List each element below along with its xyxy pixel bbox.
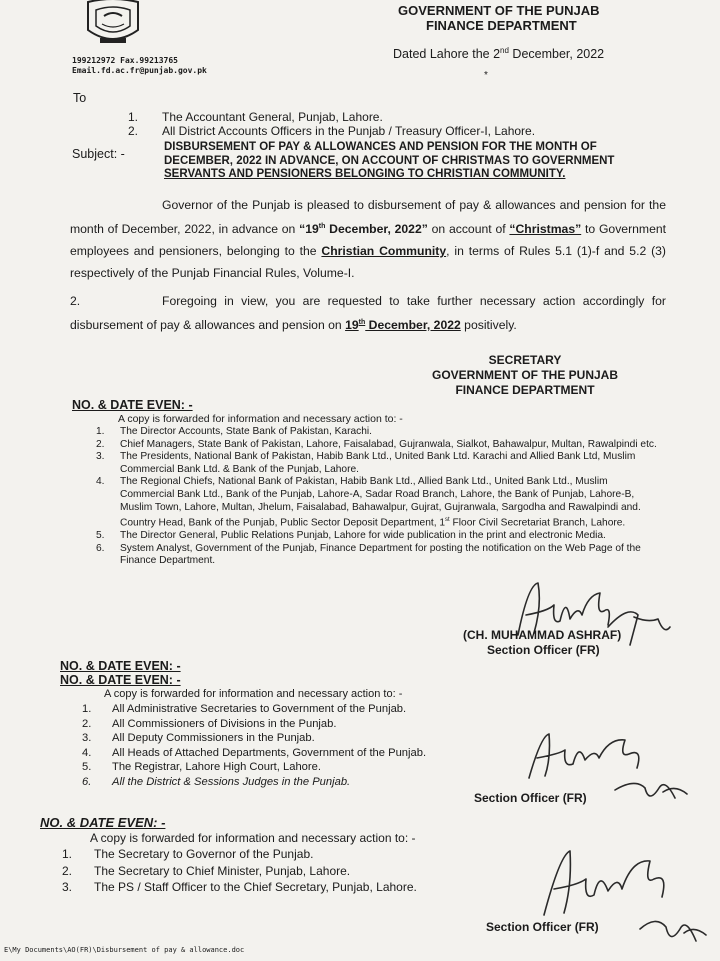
endorsement-2-list <box>82 702 482 790</box>
signer-title-1: Section Officer (FR) <box>487 643 600 657</box>
list-item: 2. The Secretary to Chief Minister, Punjab, Lahore. <box>62 863 351 878</box>
letter-date: Dated Lahore the 2nd December, 2022 <box>393 46 605 62</box>
endorsement-3-heading: NO. & DATE EVEN: - <box>40 815 166 830</box>
endorsement-1-intro: A copy is forwarded for information and necessary action to: - <box>118 413 403 425</box>
email-address: Email.fd.ac.fr@punjab.gov.pk <box>72 66 207 75</box>
endorsement-3-intro: A copy is forwarded for information and necessary action to: - <box>90 831 416 845</box>
list-item: 3. All Deputy Commissioners in the Punjab. <box>82 732 315 745</box>
list-item: 6. All the District & Sessions Judges in the Punjab. <box>82 775 351 788</box>
list-item: 3. The Presidents, National Bank of Pakistan, Habib Bank Ltd., United Bank Ltd. Karachi and Allied Bank Ltd, Muslim Commercial Bank Ltd. & Bank of the Punjab, Lahore. <box>96 451 636 475</box>
endorsement-1-heading: NO. & DATE EVEN: - <box>72 398 193 412</box>
addressee-1: 1. The Accountant General, Punjab, Lahore. <box>128 110 383 124</box>
list-item: 1. The Director Accounts, State Bank of Pakistan, Karachi. <box>96 426 372 437</box>
secretary-signature-block: SECRETARY GOVERNMENT OF THE PUNJAB FINANCE DEPARTMENT <box>431 353 618 397</box>
list-item: 5. The Registrar, Lahore High Court, Lahore. <box>82 761 321 774</box>
body-paragraph-2: 2. Foregoing in view, you are requested to take further necessary action accordingly for disbursement of pay & allowances and pension on 19th December, 2022 positively. <box>70 294 666 333</box>
endorsement-2-heading-a: NO. & DATE EVEN: - <box>60 659 181 673</box>
body-paragraph-1: Governor of the Punjab is pleased to disbursement of pay & allowances and pension for the month of December, 2022, in advance on “19th December, 2022” on account of “Christmas” to Government employees and pensioners, belonging to the Christian Community, in terms of Rules 5.1 (1)-f and 5.2 (3) respectively of the Punjab Financial Rules, Volume-I. <box>70 198 667 281</box>
list-item: 2. All Commissioners of Divisions in the Punjab. <box>82 717 337 730</box>
list-item: 4. The Regional Chiefs, National Bank of Pakistan, Habib Bank Ltd., Allied Bank Ltd., United Bank Ltd., Muslim Commercial Bank Ltd., Bank of the Punjab, Lahore-A, Sadar Road Branch, Lahore, the Bank of Punjab, Lahore-B, Muslim Town, Lahore, Multan, Jhelum, Faisalabad, Bahawalpur, Gujrat, Gujranwala, Sargodha and Rawalpindi and. Country Head, Bank of the Punjab, Public Sector Deposit Department, 1st Floor Civil Secretariat Branch, Lahore. <box>96 476 641 529</box>
list-item: 4. All Heads of Attached Departments, Government of the Punjab. <box>82 746 427 759</box>
list-item: 1. All Administrative Secretaries to Government of the Punjab. <box>82 703 407 715</box>
to-label: To <box>73 91 87 105</box>
signature-3 <box>530 845 710 955</box>
signer-name: (CH. MUHAMMAD ASHRAF) <box>463 628 622 642</box>
list-item: 5. The Director General, Public Relations Punjab, Lahore for wide publication in the print and electronic Media. <box>96 530 606 542</box>
subject-label: Subject: - <box>72 147 125 161</box>
endorsement-3-list <box>62 846 482 896</box>
list-item: 6. System Analyst, Government of the Punjab, Finance Department for posting the notification on the Web Page of the Finance Department. <box>96 542 641 567</box>
department-title: FINANCE DEPARTMENT <box>426 18 577 33</box>
asterisk-mark: * <box>484 70 488 81</box>
addressee-2: 2. All District Accounts Officers in the Punjab / Treasury Officer-I, Lahore. <box>128 124 536 138</box>
signer-title-2: Section Officer (FR) <box>474 791 587 805</box>
file-path-footer: E\My Documents\AO(FR)\Disbursement of pay & allowance.doc <box>4 946 245 954</box>
endorsement-2-intro: A copy is forwarded for information and necessary action to: - <box>104 688 403 700</box>
punjab-government-seal <box>82 0 144 50</box>
list-item: 3. The PS / Staff Officer to the Chief Secretary, Punjab, Lahore. <box>62 880 417 894</box>
endorsement-2-heading-b: NO. & DATE EVEN: - <box>60 673 181 687</box>
endorsement-1-list <box>96 426 664 568</box>
government-title: GOVERNMENT OF THE PUNJAB <box>398 3 600 18</box>
list-item: 1. The Secretary to Governor of the Punjab. <box>62 847 314 861</box>
list-item: 2. Chief Managers, State Bank of Pakistan, Lahore, Faisalabad, Gujranwala, Sialkot, Bahawalpur, Multan, Rawalpindi etc. <box>96 438 657 450</box>
department-header <box>398 3 600 33</box>
contact-block <box>72 56 207 76</box>
phone-fax: 199212972 Fax.99213765 <box>72 56 178 65</box>
subject-text: DISBURSEMENT OF PAY & ALLOWANCES AND PENSION FOR THE MONTH OF DECEMBER, 2022 IN ADVANCE, ON ACCOUNT OF CHRISTMAS TO GOVERNMENT SERVANTS AND PENSIONERS BELONGING TO CHRISTIAN COMMUNITY. <box>164 141 615 180</box>
signer-title-3: Section Officer (FR) <box>486 920 599 934</box>
